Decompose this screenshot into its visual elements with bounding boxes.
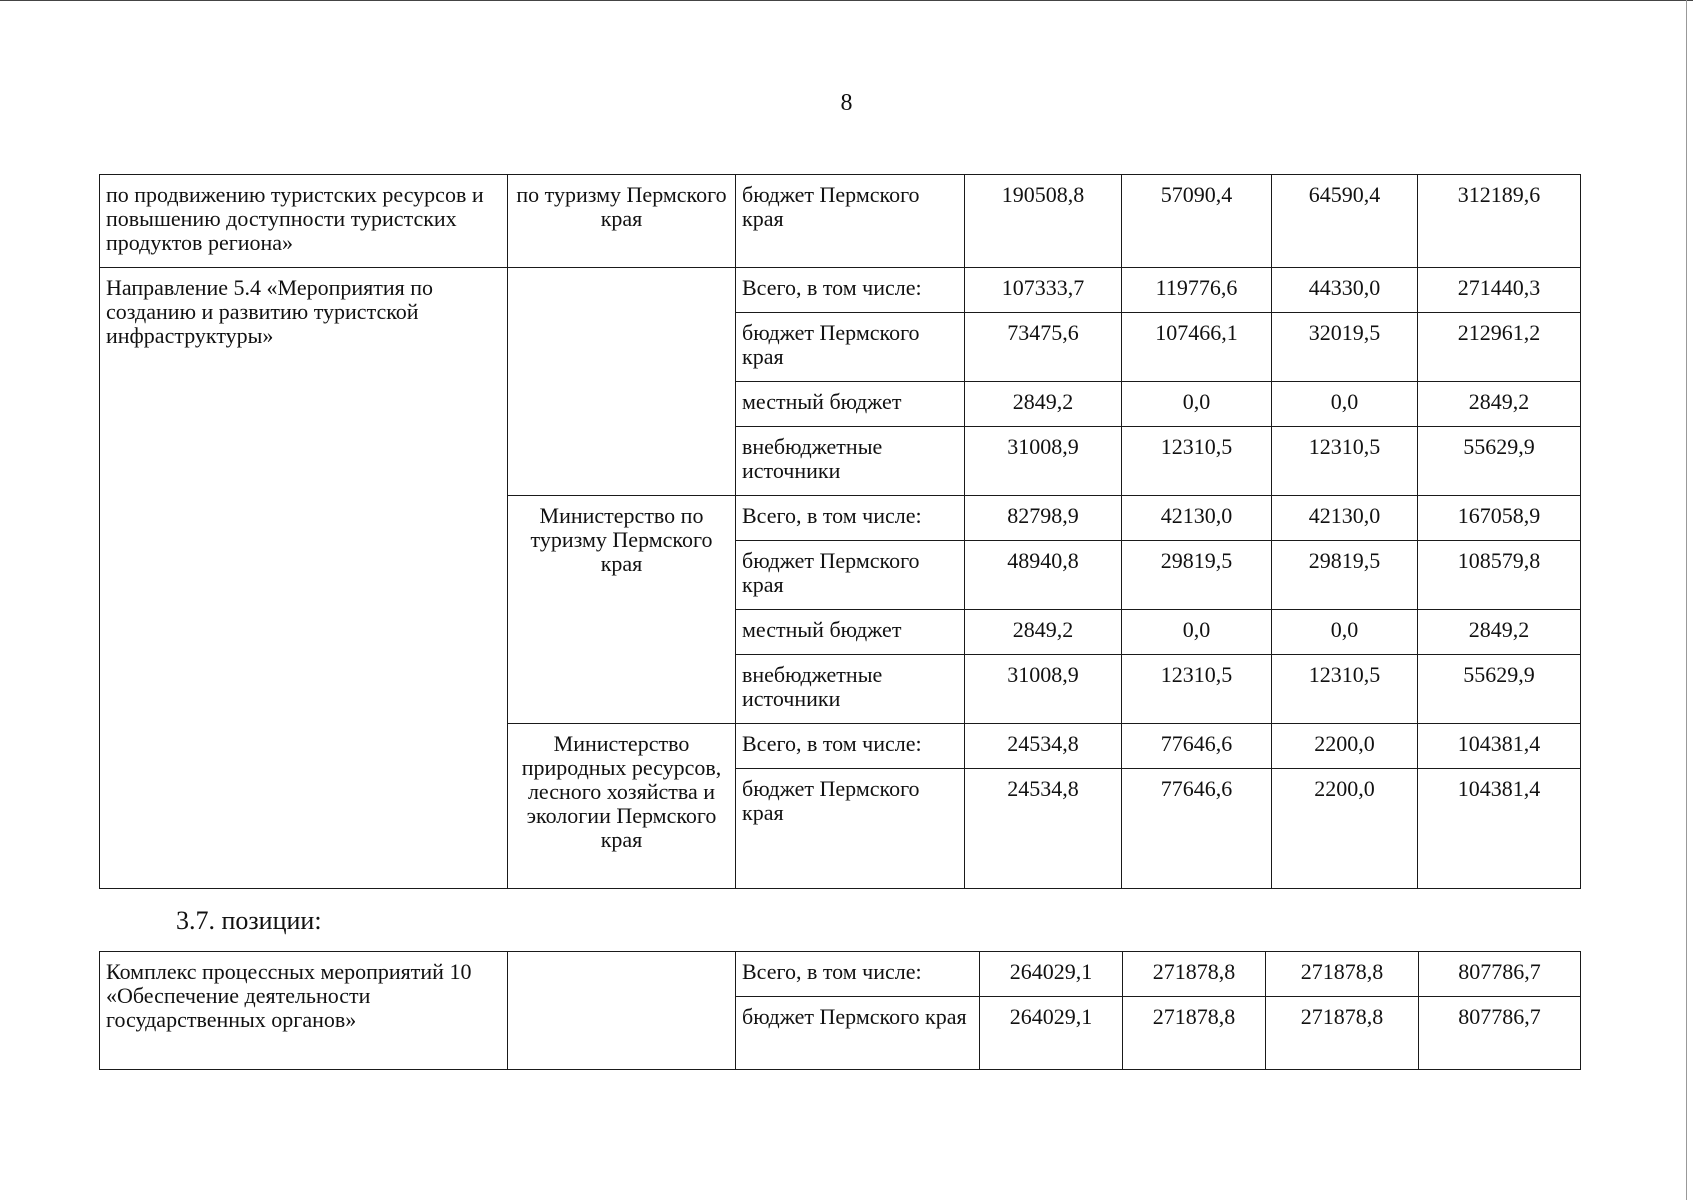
amount-year-3: 64590,4 bbox=[1272, 175, 1418, 268]
amount-year-3: 12310,5 bbox=[1272, 427, 1418, 496]
amount-year-3: 0,0 bbox=[1272, 382, 1418, 427]
funding-source: местный бюджет bbox=[736, 610, 965, 655]
amount-year-2: 57090,4 bbox=[1122, 175, 1272, 268]
amount-year-1: 24534,8 bbox=[965, 724, 1122, 769]
amount-total: 104381,4 bbox=[1418, 724, 1581, 769]
amount-year-1: 48940,8 bbox=[965, 541, 1122, 610]
amount-year-2: 12310,5 bbox=[1122, 655, 1272, 724]
amount-year-3: 271878,8 bbox=[1266, 952, 1419, 997]
table-row bbox=[100, 952, 1581, 997]
amount-year-2: 271878,8 bbox=[1123, 997, 1266, 1070]
executor-cell: Министерство по туризму Пермского края bbox=[508, 496, 736, 724]
amount-year-1: 31008,9 bbox=[965, 427, 1122, 496]
amount-year-2: 0,0 bbox=[1122, 382, 1272, 427]
funding-source: местный бюджет bbox=[736, 382, 965, 427]
amount-year-2: 12310,5 bbox=[1122, 427, 1272, 496]
amount-year-2: 77646,6 bbox=[1122, 724, 1272, 769]
amount-year-1: 107333,7 bbox=[965, 268, 1122, 313]
funding-source: Всего, в том числе: bbox=[736, 268, 965, 313]
amount-year-1: 31008,9 bbox=[965, 655, 1122, 724]
executor-cell: по туризму Пермского края bbox=[508, 175, 736, 268]
amount-year-3: 2200,0 bbox=[1272, 769, 1418, 889]
funding-source: внебюджетные источники bbox=[736, 655, 965, 724]
amount-total: 2849,2 bbox=[1418, 382, 1581, 427]
amount-total: 104381,4 bbox=[1418, 769, 1581, 889]
amount-year-3: 44330,0 bbox=[1272, 268, 1418, 313]
section-heading: 3.7. позиции: bbox=[176, 906, 322, 935]
amount-year-3: 29819,5 bbox=[1272, 541, 1418, 610]
amount-year-1: 2849,2 bbox=[965, 610, 1122, 655]
amount-total: 807786,7 bbox=[1419, 952, 1581, 997]
funding-source: бюджет Пермского края bbox=[736, 997, 980, 1070]
funding-source: Всего, в том числе: bbox=[736, 724, 965, 769]
funding-table-1 bbox=[99, 174, 1581, 889]
amount-year-2: 77646,6 bbox=[1122, 769, 1272, 889]
amount-total: 212961,2 bbox=[1418, 313, 1581, 382]
amount-year-1: 190508,8 bbox=[965, 175, 1122, 268]
executor-cell-empty bbox=[508, 268, 736, 496]
table-row bbox=[100, 268, 1581, 313]
scan-right-edge bbox=[1686, 0, 1687, 1200]
amount-year-2: 107466,1 bbox=[1122, 313, 1272, 382]
amount-total: 167058,9 bbox=[1418, 496, 1581, 541]
funding-source: Всего, в том числе: bbox=[736, 952, 980, 997]
amount-year-1: 2849,2 bbox=[965, 382, 1122, 427]
page-number: 8 bbox=[840, 90, 853, 116]
amount-year-3: 2200,0 bbox=[1272, 724, 1418, 769]
scan-top-edge bbox=[0, 0, 1693, 1]
amount-total: 807786,7 bbox=[1419, 997, 1581, 1070]
amount-total: 271440,3 bbox=[1418, 268, 1581, 313]
table-row bbox=[100, 175, 1581, 268]
amount-year-3: 271878,8 bbox=[1266, 997, 1419, 1070]
amount-year-1: 82798,9 bbox=[965, 496, 1122, 541]
funding-source: бюджет Пермского края bbox=[736, 541, 965, 610]
amount-year-2: 42130,0 bbox=[1122, 496, 1272, 541]
amount-year-1: 73475,6 bbox=[965, 313, 1122, 382]
funding-table-2 bbox=[99, 951, 1581, 1070]
amount-year-2: 29819,5 bbox=[1122, 541, 1272, 610]
program-description: по продвижению туристских ресурсов и повышению доступности туристских продуктов региона» bbox=[100, 175, 508, 268]
funding-source: бюджет Пермского края bbox=[736, 313, 965, 382]
amount-year-1: 24534,8 bbox=[965, 769, 1122, 889]
funding-source: бюджет Пермского края bbox=[736, 769, 965, 889]
amount-year-1: 264029,1 bbox=[980, 952, 1123, 997]
amount-year-3: 12310,5 bbox=[1272, 655, 1418, 724]
amount-year-3: 42130,0 bbox=[1272, 496, 1418, 541]
amount-total: 55629,9 bbox=[1418, 427, 1581, 496]
amount-year-3: 0,0 bbox=[1272, 610, 1418, 655]
amount-total: 55629,9 bbox=[1418, 655, 1581, 724]
executor-cell: Министерство природных ресурсов, лесного хозяйства и экологии Пермского края bbox=[508, 724, 736, 889]
amount-year-1: 264029,1 bbox=[980, 997, 1123, 1070]
funding-source: Всего, в том числе: bbox=[736, 496, 965, 541]
amount-total: 312189,6 bbox=[1418, 175, 1581, 268]
program-description: Направление 5.4 «Мероприятия по созданию и развитию туристской инфраструктуры» bbox=[100, 268, 508, 889]
funding-source: бюджет Пермского края bbox=[736, 175, 965, 268]
amount-year-2: 119776,6 bbox=[1122, 268, 1272, 313]
executor-cell-empty bbox=[508, 952, 736, 1070]
amount-year-2: 271878,8 bbox=[1123, 952, 1266, 997]
funding-source: внебюджетные источники bbox=[736, 427, 965, 496]
amount-total: 108579,8 bbox=[1418, 541, 1581, 610]
program-description: Комплекс процессных мероприятий 10 «Обеспечение деятельности государственных органов» bbox=[100, 952, 508, 1070]
amount-total: 2849,2 bbox=[1418, 610, 1581, 655]
amount-year-2: 0,0 bbox=[1122, 610, 1272, 655]
amount-year-3: 32019,5 bbox=[1272, 313, 1418, 382]
